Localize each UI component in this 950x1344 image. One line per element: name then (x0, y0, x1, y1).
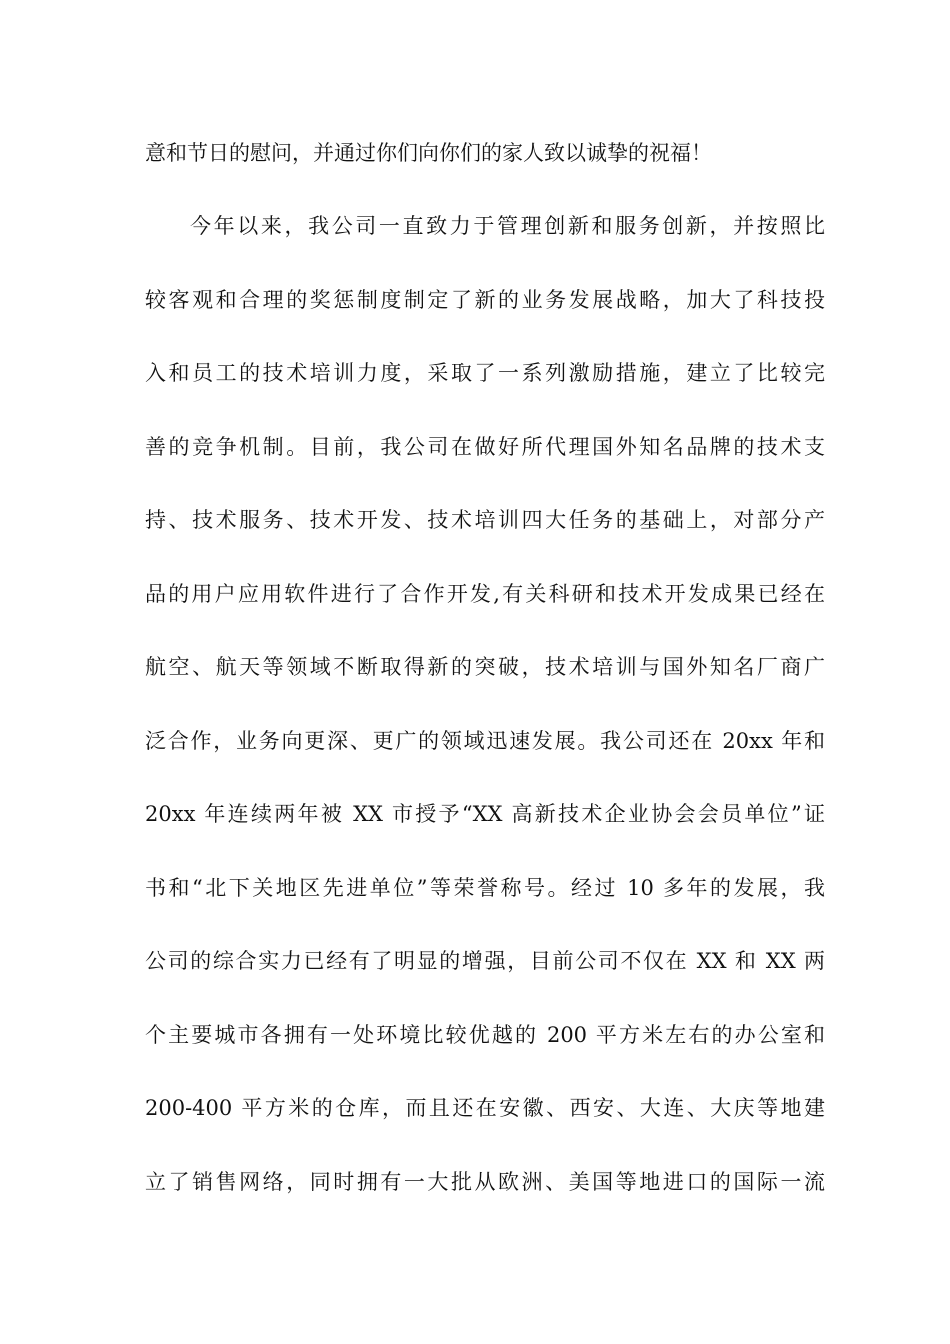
paragraph-line: 今年以来，我公司一直致力于管理创新和服务创新，并按照比 (190, 214, 825, 238)
paragraph-line: 个主要城市各拥有一处环境比较优越的 200 平方米左右的办公室和 (145, 1023, 825, 1047)
paragraph-line: 20xx 年连续两年被 XX 市授予“XX 高新技术企业协会会员单位”证 (145, 802, 825, 826)
paragraph-line: 书和“北下关地区先进单位”等荣誉称号。经过 10 多年的发展，我 (145, 876, 825, 900)
paragraph-line: 入和员工的技术培训力度，采取了一系列激励措施，建立了比较完 (145, 361, 825, 385)
paragraph-line: 较客观和合理的奖惩制度制定了新的业务发展战略，加大了科技投 (145, 288, 825, 312)
paragraph-line: 立了销售网络，同时拥有一大批从欧洲、美国等地进口的国际一流 (145, 1170, 825, 1194)
paragraph-line: 品的用户应用软件进行了合作开发,有关科研和技术开发成果已经在 (145, 582, 825, 606)
paragraph-line: 200-400 平方米的仓库，而且还在安徽、西安、大连、大庆等地建 (145, 1096, 825, 1120)
paragraph-line: 持、技术服务、技术开发、技术培训四大任务的基础上，对部分产 (145, 508, 825, 532)
paragraph-line: 善的竞争机制。目前，我公司在做好所代理国外知名品牌的技术支 (145, 435, 825, 459)
paragraph-line: 公司的综合实力已经有了明显的增强，目前公司不仅在 XX 和 XX 两 (145, 949, 825, 973)
paragraph-line: 意和节日的慰问，并通过你们向你们的家人致以诚挚的祝福！ (145, 141, 712, 165)
paragraph-line: 航空、航天等领域不断取得新的突破，技术培训与国外知名厂商广 (145, 655, 825, 679)
paragraph-line: 泛合作，业务向更深、更广的领域迅速发展。我公司还在 20xx 年和 (145, 729, 825, 753)
